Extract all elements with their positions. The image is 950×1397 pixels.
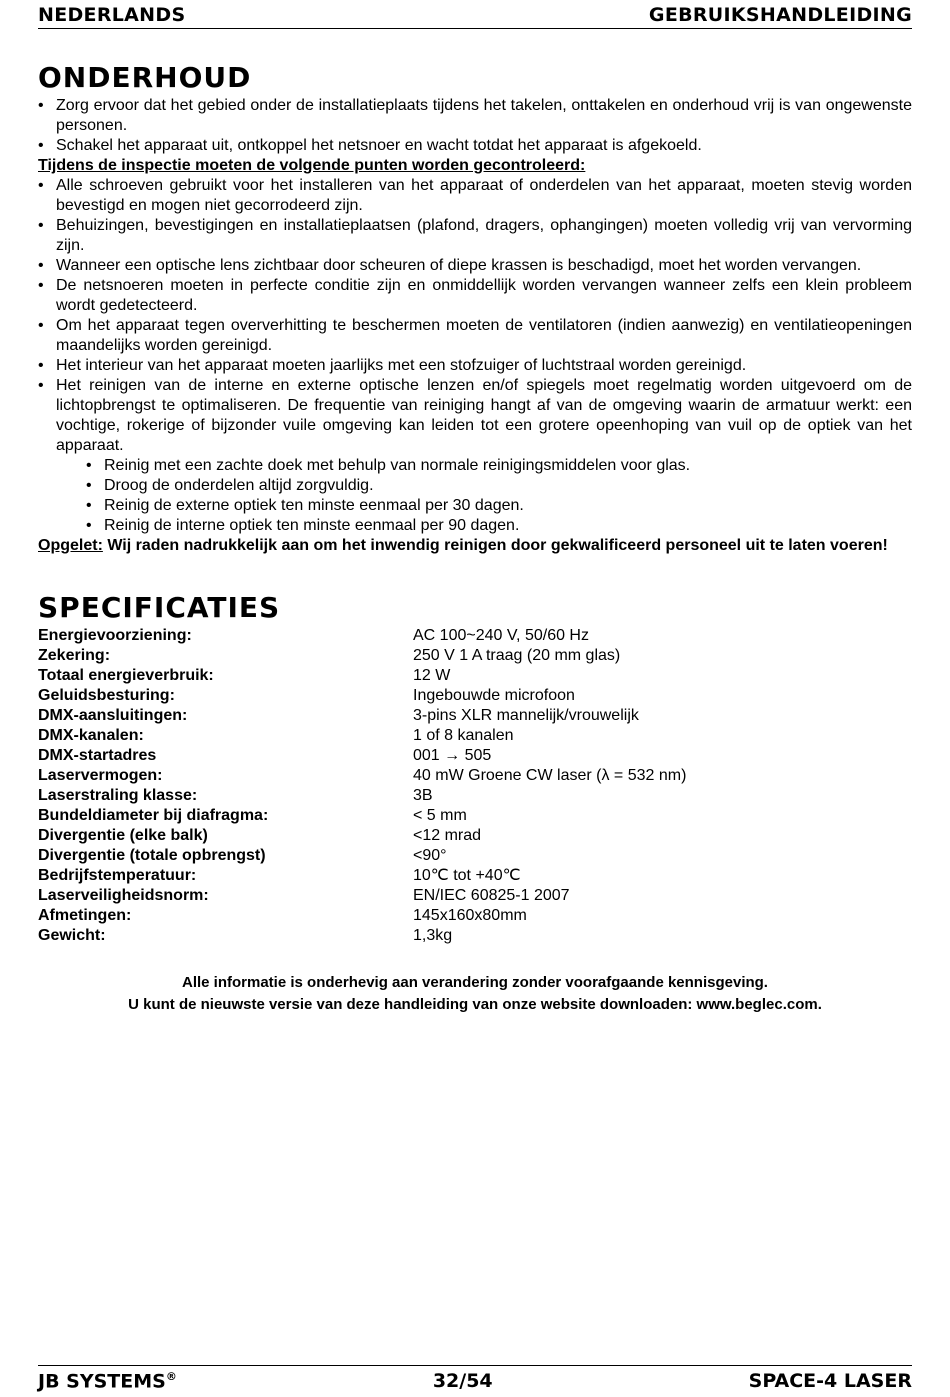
list-item: • Om het apparaat tegen oververhitting te beschermen moeten de ventilatoren (indien aanwezig) en ventilatieopeningen maandelijks worden gereinigd.	[38, 316, 912, 356]
list-item: • Wanneer een optische lens zichtbaar door scheuren of diepe krassen is beschadigd, moet het worden vervangen.	[38, 256, 912, 276]
spec-value: <90°	[413, 847, 447, 864]
table-row	[38, 866, 686, 886]
table-row	[38, 686, 686, 706]
maintenance-title: ONDERHOUD	[38, 61, 252, 94]
spec-label: Laservermogen:	[38, 767, 163, 784]
spec-label: DMX-startadres	[38, 747, 157, 764]
table-row	[38, 766, 686, 786]
table-row	[38, 906, 686, 926]
list-item: • Schakel het apparaat uit, ontkoppel het netsnoer en wacht totdat het apparaat is afgekoeld.	[38, 136, 912, 156]
brand-name: JB SYSTEMS	[38, 1370, 166, 1393]
spec-label: DMX-kanalen:	[38, 727, 144, 744]
spec-value: AC 100~240 V, 50/60 Hz	[413, 627, 589, 644]
table-row	[38, 666, 686, 686]
spec-value: 001 → 505	[413, 747, 492, 764]
footer-brand	[38, 1370, 177, 1392]
spec-label: DMX-aansluitingen:	[38, 707, 188, 724]
footer-model: SPACE-4 LASER	[748, 1370, 912, 1392]
table-row	[38, 826, 686, 846]
page-footer	[38, 1365, 912, 1396]
table-row	[38, 626, 686, 646]
warning-text: Wij raden nadrukkelijk aan om het inwendig reinigen door gekwalificeerd personeel uit te laten voeren!	[102, 537, 888, 554]
warning-note	[38, 536, 912, 556]
table-row	[38, 806, 686, 826]
spec-label: Divergentie (totale opbrengst)	[38, 847, 266, 864]
spec-value: 1,3kg	[413, 927, 453, 944]
spec-label: Gewicht:	[38, 927, 106, 944]
spec-value: Ingebouwde microfoon	[413, 687, 575, 704]
spec-label: Energievoorziening:	[38, 627, 192, 644]
spec-label: Afmetingen:	[38, 907, 132, 924]
spec-value: <12 mrad	[413, 827, 482, 844]
inspection-list	[38, 176, 912, 456]
list-item: • Reinig de externe optiek ten minste eenmaal per 30 dagen.	[86, 496, 912, 516]
registered-mark: ®	[165, 1369, 177, 1383]
spec-value: 40 mW Groene CW laser (λ = 532 nm)	[413, 767, 687, 784]
cleaning-list	[86, 456, 912, 536]
spec-value: 250 V 1 A traag (20 mm glas)	[413, 647, 621, 664]
notice-line-2: U kunt de nieuwste versie van deze handleiding van onze website downloaden: www.beglec.com.	[128, 996, 822, 1013]
list-item: • Reinig met een zachte doek met behulp van normale reinigingsmiddelen voor glas.	[86, 456, 912, 476]
inspection-heading: Tijdens de inspectie moeten de volgende punten worden gecontroleerd:	[38, 157, 586, 174]
header-language: NEDERLANDS	[38, 4, 186, 26]
disclaimer-notice	[38, 972, 912, 1016]
table-row	[38, 746, 686, 766]
table-row	[38, 646, 686, 666]
list-item: • Behuizingen, bevestigingen en installatieplaatsen (plafond, dragers, ophangingen) moeten volledig vrij van vervorming zijn.	[38, 216, 912, 256]
notice-line-1: Alle informatie is onderhevig aan verandering zonder voorafgaande kennisgeving.	[182, 974, 768, 991]
list-item: • Alle schroeven gebruikt voor het installeren van het apparaat of onderdelen van het apparaat, moeten stevig worden bevestigd en mogen niet gecorrodeerd zijn.	[38, 176, 912, 216]
spec-label: Totaal energieverbruik:	[38, 667, 214, 684]
spec-label: Bedrijfstemperatuur:	[38, 867, 197, 884]
spec-value: 10℃ tot +40℃	[413, 867, 521, 884]
page-number: 32/54	[432, 1370, 493, 1392]
page-content	[38, 62, 912, 1016]
spec-value: 12 W	[413, 667, 451, 684]
spec-value: 3-pins XLR mannelijk/vrouwelijk	[413, 707, 639, 724]
list-item: • Reinig de interne optiek ten minste eenmaal per 90 dagen.	[86, 516, 912, 536]
table-row	[38, 786, 686, 806]
list-item: • De netsnoeren moeten in perfecte conditie zijn en onmiddellijk worden vervangen wanneer zelfs een klein probleem wordt gedetecteerd.	[38, 276, 912, 316]
spec-label: Zekering:	[38, 647, 111, 664]
specs-table	[38, 626, 686, 946]
spec-label: Laserveiligheidsnorm:	[38, 887, 209, 904]
page-header	[38, 2, 912, 29]
table-row	[38, 846, 686, 866]
spec-value: 1 of 8 kanalen	[413, 727, 514, 744]
table-row	[38, 726, 686, 746]
table-row	[38, 706, 686, 726]
table-row	[38, 886, 686, 906]
specs-title: SPECIFICATIES	[38, 591, 281, 624]
spec-label: Divergentie (elke balk)	[38, 827, 208, 844]
list-item: • Droog de onderdelen altijd zorgvuldig.	[86, 476, 912, 496]
spec-label: Bundeldiameter bij diafragma:	[38, 807, 269, 824]
intro-list	[38, 96, 912, 156]
list-item: • Zorg ervoor dat het gebied onder de installatieplaats tijdens het takelen, onttakelen en onderhoud vrij is van ongewenste personen.	[38, 96, 912, 136]
header-doc-type: GEBRUIKSHANDLEIDING	[648, 4, 912, 26]
spec-value: 145x160x80mm	[413, 907, 527, 924]
table-row	[38, 926, 686, 946]
spec-value: EN/IEC 60825-1 2007	[413, 887, 570, 904]
spec-label: Laserstraling klasse:	[38, 787, 198, 804]
spec-label: Geluidsbesturing:	[38, 687, 175, 704]
spec-value: < 5 mm	[413, 807, 467, 824]
list-item: • Het reinigen van de interne en externe optische lenzen en/of spiegels moet regelmatig worden uitgevoerd om de lichtopbrengst te optimaliseren. De frequentie van reiniging hangt af van de omgeving waarin de armatuur werkt: een vochtige, rokerige of bijzonder vuile omgeving kan leiden tot een grotere opeenhoping van vuil op de optiek van het apparaat.	[38, 376, 912, 456]
warning-label: Opgelet:	[38, 537, 103, 554]
spec-value: 3B	[413, 787, 433, 804]
list-item: • Het interieur van het apparaat moeten jaarlijks met een stofzuiger of luchtstraal worden gereinigd.	[38, 356, 912, 376]
